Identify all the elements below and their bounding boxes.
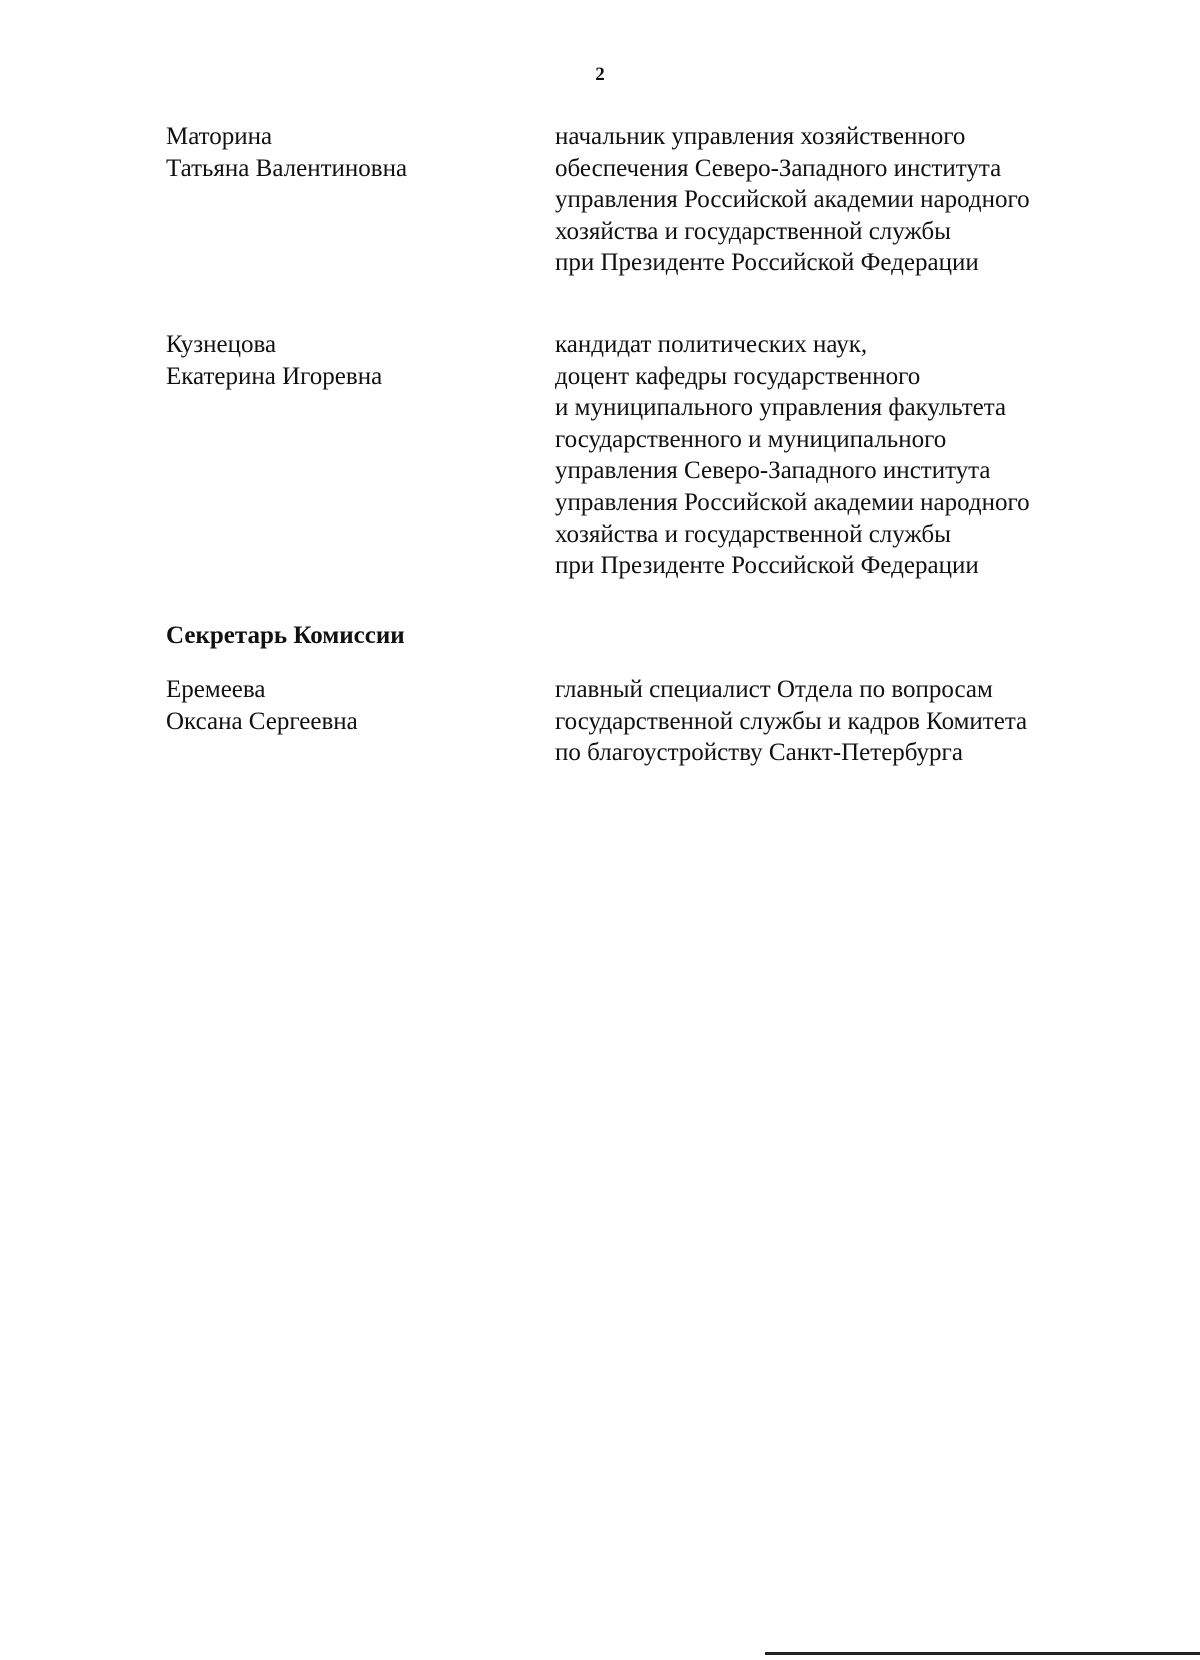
description-line: управления Северо-Западного института [555,457,991,485]
member-surname: Кузнецова [166,331,277,358]
description-line: по благоустройству Санкт-Петербурга [555,739,963,767]
secretary-surname: Еремеева [166,676,266,703]
secretary-name [166,674,526,737]
page-bottom-rule [765,1652,1200,1655]
description-line: обеспечения Северо-Западного института [555,154,1002,182]
description-line: управления Российской академии народного [555,488,1030,516]
description-line: государственной службы и кадров Комитета [555,707,1028,735]
member-surname: Маторина [166,123,273,150]
member-name [166,329,526,392]
description-line: кандидат политических наук, [555,331,868,358]
member-description [555,121,1115,279]
member-name [166,121,526,184]
member-description [555,329,1115,582]
description-line: при Президенте Российской Федерации [555,249,979,277]
description-line: управления Российской академии народного [555,186,1030,214]
member-given-names: Татьяна Валентиновна [166,154,408,182]
member-given-names: Екатерина Игоревна [166,362,383,390]
description-line: и муниципального управления факультета [555,394,1007,422]
secretary-section-heading: Секретарь Комиссии [166,622,405,649]
description-line: хозяйства и государственной службы [555,520,951,548]
description-line: главный специалист Отдела по вопросам [555,676,993,703]
description-line: государственного и муниципального [555,425,947,453]
description-line: начальник управления хозяйственного [555,123,966,150]
description-line: доцент кафедры государственного [555,362,921,390]
description-line: хозяйства и государственной службы [555,217,951,245]
secretary-description [555,674,1115,769]
description-line: при Президенте Российской Федерации [555,552,979,580]
page-number: 2 [595,64,605,85]
secretary-given-names: Оксана Сергеевна [166,707,358,735]
